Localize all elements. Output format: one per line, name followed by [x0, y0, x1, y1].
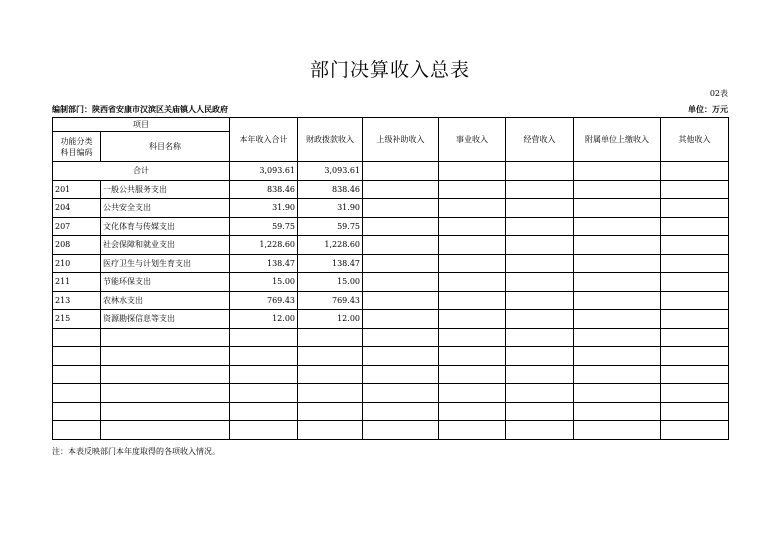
- table-row: [53, 199, 729, 218]
- empty-cell: [574, 236, 661, 255]
- empty-cell: [506, 291, 574, 310]
- empty-cell: [363, 199, 439, 218]
- row-code: 204: [53, 199, 101, 218]
- row-total: 769.43: [230, 291, 298, 310]
- empty-cell: [363, 273, 439, 292]
- row-name: 公共安全支出: [101, 199, 230, 218]
- empty-cell: [574, 199, 661, 218]
- empty-cell: [574, 254, 661, 273]
- row-fiscal: 15.00: [298, 273, 363, 292]
- table-note: 注：本表反映部门本年度取得的各项收入情况。: [52, 447, 220, 456]
- row-fiscal: 1,228.60: [298, 236, 363, 255]
- table-row: [53, 291, 729, 310]
- row-fiscal: 138.47: [298, 254, 363, 273]
- empty-cell: [506, 236, 574, 255]
- empty-cell: [661, 254, 729, 273]
- empty-cell: [363, 180, 439, 199]
- empty-cell: [574, 162, 661, 181]
- empty-cell: [574, 291, 661, 310]
- row-name: 社会保障和就业支出: [101, 236, 230, 255]
- row-total: 1,228.60: [230, 236, 298, 255]
- row-total: 138.47: [230, 254, 298, 273]
- empty-cell: [661, 310, 729, 329]
- table-row: [53, 236, 729, 255]
- empty-cell: [439, 236, 506, 255]
- empty-cell: [506, 199, 574, 218]
- empty-cell: [363, 310, 439, 329]
- empty-cell: [661, 180, 729, 199]
- empty-row: [53, 402, 729, 421]
- empty-cell: [661, 199, 729, 218]
- empty-cell: [661, 162, 729, 181]
- row-code: 208: [53, 236, 101, 255]
- empty-cell: [439, 180, 506, 199]
- empty-cell: [439, 273, 506, 292]
- header-fiscal: 财政拨款收入: [298, 118, 363, 162]
- row-name: 文化体育与传媒支出: [101, 217, 230, 236]
- table-row: [53, 180, 729, 199]
- row-total: 59.75: [230, 217, 298, 236]
- empty-cell: [363, 162, 439, 181]
- row-name: 医疗卫生与计划生育支出: [101, 254, 230, 273]
- empty-cell: [661, 291, 729, 310]
- empty-cell: [506, 180, 574, 199]
- row-code: 211: [53, 273, 101, 292]
- empty-row: [53, 421, 729, 440]
- row-code: 207: [53, 217, 101, 236]
- total-row: [53, 162, 729, 181]
- empty-cell: [363, 291, 439, 310]
- table-row: [53, 217, 729, 236]
- form-number: 02表: [709, 89, 728, 98]
- empty-cell: [439, 217, 506, 236]
- empty-cell: [506, 254, 574, 273]
- header-total: 本年收入合计: [230, 118, 298, 162]
- empty-cell: [439, 199, 506, 218]
- empty-cell: [439, 291, 506, 310]
- empty-cell: [506, 310, 574, 329]
- row-fiscal: 838.46: [298, 180, 363, 199]
- header-code: [53, 132, 101, 162]
- empty-cell: [506, 217, 574, 236]
- row-code: 201: [53, 180, 101, 199]
- row-name: 资源勘探信息等支出: [101, 310, 230, 329]
- row-name: 节能环保支出: [101, 273, 230, 292]
- empty-cell: [661, 273, 729, 292]
- total-total: 3,093.61: [230, 162, 298, 181]
- row-total: 838.46: [230, 180, 298, 199]
- empty-cell: [363, 217, 439, 236]
- row-fiscal: 12.00: [298, 310, 363, 329]
- income-summary-table: [52, 117, 729, 440]
- table-row: [53, 273, 729, 292]
- header-code-line1: 功能分类: [60, 136, 93, 146]
- header-name: 科目名称: [101, 132, 230, 162]
- table-row: [53, 254, 729, 273]
- empty-cell: [439, 162, 506, 181]
- header-superior: 上级补助收入: [363, 118, 439, 162]
- empty-cell: [661, 236, 729, 255]
- row-code: 210: [53, 254, 101, 273]
- empty-cell: [363, 236, 439, 255]
- header-operating: 经营收入: [506, 118, 574, 162]
- row-name: 一般公共服务支出: [101, 180, 230, 199]
- empty-cell: [506, 162, 574, 181]
- empty-cell: [439, 254, 506, 273]
- row-fiscal: 31.90: [298, 199, 363, 218]
- empty-cell: [574, 217, 661, 236]
- dept-label: 编制部门：陕西省安康市汉滨区关庙镇人人民政府: [52, 104, 228, 114]
- empty-cell: [439, 310, 506, 329]
- row-code: 215: [53, 310, 101, 329]
- row-name: 农林水支出: [101, 291, 230, 310]
- header-code-line2: 科目编码: [60, 147, 93, 157]
- row-fiscal: 769.43: [298, 291, 363, 310]
- header-business: 事业收入: [439, 118, 506, 162]
- header-other: 其他收入: [661, 118, 729, 162]
- empty-row: [53, 328, 729, 347]
- empty-cell: [506, 273, 574, 292]
- empty-cell: [363, 254, 439, 273]
- row-fiscal: 59.75: [298, 217, 363, 236]
- empty-cell: [574, 180, 661, 199]
- row-total: 15.00: [230, 273, 298, 292]
- unit-label: 单位：万元: [688, 104, 728, 114]
- total-fiscal: 3,093.61: [298, 162, 363, 181]
- empty-cell: [661, 217, 729, 236]
- empty-row: [53, 365, 729, 384]
- header-project: 项目: [53, 118, 230, 132]
- empty-row: [53, 384, 729, 403]
- row-code: 213: [53, 291, 101, 310]
- row-total: 12.00: [230, 310, 298, 329]
- table-row: [53, 310, 729, 329]
- row-total: 31.90: [230, 199, 298, 218]
- empty-cell: [574, 310, 661, 329]
- header-affiliated: 附属单位上缴收入: [574, 118, 661, 162]
- page-title: 部门决算收入总表: [309, 59, 470, 81]
- total-label: 合计: [53, 162, 230, 181]
- empty-row: [53, 347, 729, 366]
- empty-cell: [574, 273, 661, 292]
